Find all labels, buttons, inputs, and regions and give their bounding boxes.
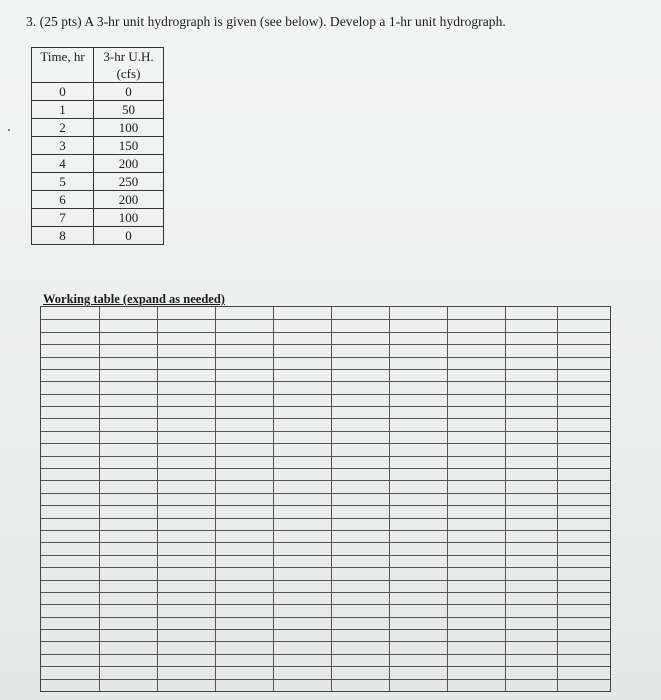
time-cell: 1 [32,101,94,119]
table-row [32,173,164,191]
grid-row-line [41,418,610,419]
grid-column-line [557,307,558,691]
grid-column-line [99,307,100,691]
uh-value-cell: 100 [94,119,164,137]
working-table-label: Working table (expand as needed) [43,292,225,306]
grid-column-line [447,307,448,691]
time-cell: 6 [32,191,94,209]
grid-row-line [41,629,610,630]
table-row [32,119,164,137]
grid-column-line [273,307,274,691]
grid-column-line [331,307,332,691]
uh-value-cell: 200 [94,155,164,173]
time-cell: 7 [32,209,94,227]
grid-column-line [505,307,506,691]
grid-row-line [41,456,610,457]
grid-row-line [41,344,610,345]
given-table-body [32,83,164,245]
grid-row-line [41,555,610,556]
grid-row-line [41,480,610,481]
uh-value-cell: 200 [94,191,164,209]
time-cell: 4 [32,155,94,173]
uh-value-cell: 0 [94,227,164,245]
table-row [32,137,164,155]
grid-row-line [41,443,610,444]
time-cell: 2 [32,119,94,137]
table-row [32,83,164,101]
table-row [32,209,164,227]
table-row [32,155,164,173]
grid-row-line [41,357,610,358]
grid-row-line [41,641,610,642]
grid-row-line [41,679,610,680]
grid-row-line [41,493,610,494]
table-row [32,227,164,245]
grid-column-line [157,307,158,691]
grid-row-line [41,319,610,320]
grid-column-line [215,307,216,691]
problem-statement: 3. (25 pts) A 3-hr unit hydrograph is given (see below). Develop a 1-hr unit hydrograph. [26,14,506,29]
grid-row-line [41,580,610,581]
grid-row-line [41,369,610,370]
time-cell: 3 [32,137,94,155]
header-uh-line1: 3-hr U.H. [103,49,154,64]
grid-row-line [41,332,610,333]
uh-value-cell: 100 [94,209,164,227]
margin-mark [8,129,10,131]
grid-row-line [41,468,610,469]
time-cell: 8 [32,227,94,245]
grid-row-line [41,567,610,568]
uh-value-cell: 150 [94,137,164,155]
grid-column-line [389,307,390,691]
grid-row-line [41,381,610,382]
header-uh-line2: (cfs) [116,66,141,81]
grid-row-line [41,617,610,618]
grid-row-line [41,654,610,655]
grid-row-line [41,542,610,543]
working-table-grid [40,306,611,692]
header-time: Time, hr [32,48,94,83]
header-uh [94,48,164,83]
grid-row-line [41,406,610,407]
grid-row-line [41,518,610,519]
table-row [32,191,164,209]
grid-row-line [41,604,610,605]
grid-row-line [41,431,610,432]
grid-row-line [41,505,610,506]
grid-row-line [41,592,610,593]
uh-value-cell: 250 [94,173,164,191]
table-row [32,101,164,119]
uh-value-cell: 0 [94,83,164,101]
time-cell: 0 [32,83,94,101]
grid-row-line [41,530,610,531]
given-unit-hydrograph-table [31,47,164,245]
grid-row-line [41,394,610,395]
time-cell: 5 [32,173,94,191]
grid-row-line [41,666,610,667]
uh-value-cell: 50 [94,101,164,119]
